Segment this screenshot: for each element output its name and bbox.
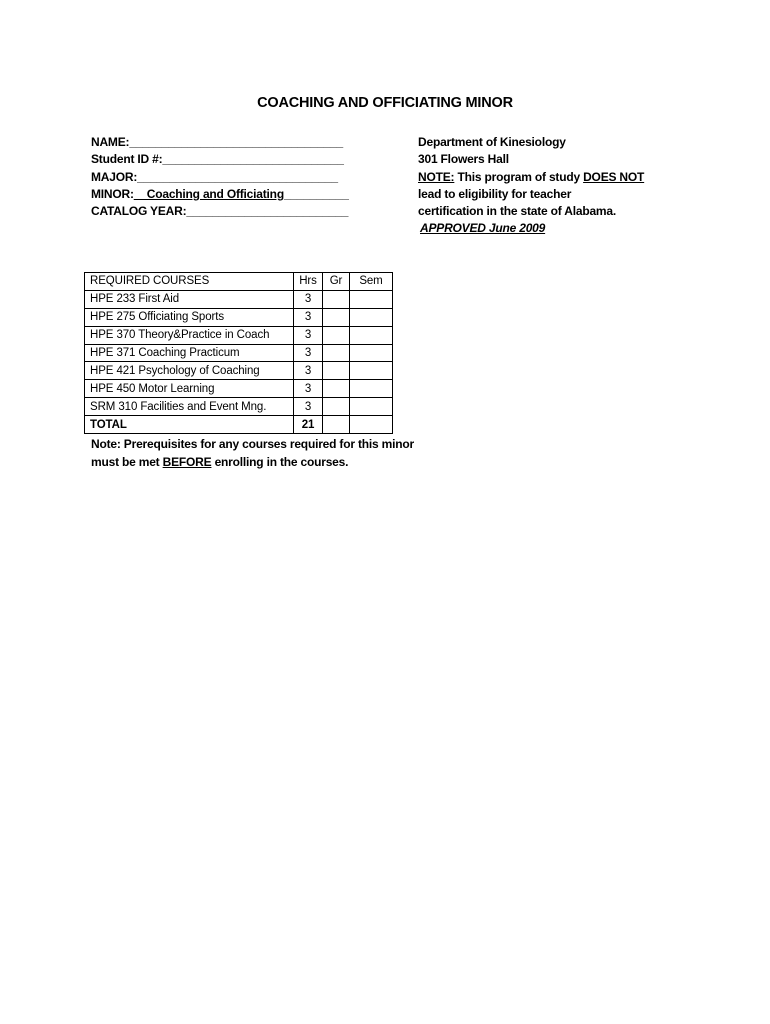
student-id-label: Student ID #: [91,152,163,167]
total-label: TOTAL [85,416,294,434]
total-row [85,416,393,434]
header-gr: Gr [323,273,350,291]
note-line2-start: must be met [91,454,163,469]
course-hrs: 3 [294,326,323,344]
course-grade [323,398,350,416]
course-semester [350,344,393,362]
course-semester [350,290,393,308]
table-row [85,362,393,380]
course-grade [323,326,350,344]
course-hrs: 3 [294,308,323,326]
total-hrs: 21 [294,416,323,434]
student-info-fields [91,134,349,220]
table-row [85,290,393,308]
course-name: HPE 450 Motor Learning [85,380,294,398]
name-field [91,134,349,151]
course-semester [350,362,393,380]
catalog-year-label: CATALOG YEAR: [91,204,187,219]
course-hrs: 3 [294,362,323,380]
table-row [85,380,393,398]
course-grade [323,380,350,398]
course-hrs: 3 [294,290,323,308]
department-address: 301 Flowers Hall [418,152,509,167]
course-hrs: 3 [294,344,323,362]
course-grade [323,344,350,362]
course-semester [350,326,393,344]
course-name: HPE 371 Coaching Practicum [85,344,294,362]
course-name: HPE 421 Psychology of Coaching [85,362,294,380]
table-header-row [85,273,393,291]
total-semester [350,416,393,434]
student-id-field [91,151,349,168]
minor-field [91,186,349,203]
note-line2-end: enrolling in the courses. [211,454,349,469]
document-title: COACHING AND OFFICIATING MINOR [257,95,513,111]
required-courses-table [84,272,393,434]
course-name: HPE 370 Theory&Practice in Coach [85,326,294,344]
course-semester [350,398,393,416]
department-info [418,134,644,238]
prerequisite-note-line2 [91,454,414,472]
header-hrs: Hrs [294,273,323,291]
minor-value: __Coaching and Officiating [133,186,284,201]
course-grade [323,308,350,326]
course-semester [350,308,393,326]
table-row [85,344,393,362]
course-name: SRM 310 Facilities and Event Mng. [85,398,294,416]
major-blank: _______________________________ [137,169,338,184]
course-name: HPE 275 Officiating Sports [85,308,294,326]
course-hrs: 3 [294,398,323,416]
prerequisite-note-line1: Note: Prerequisites for any courses required for this minor [91,437,414,451]
total-grade [323,416,350,434]
prerequisite-note [91,436,414,471]
major-field [91,169,349,186]
table-row [85,308,393,326]
table-row [85,326,393,344]
department-name: Department of Kinesiology [418,135,566,149]
header-courses: REQUIRED COURSES [85,273,294,291]
course-grade [323,290,350,308]
table-row [85,398,393,416]
name-label: NAME: [91,135,130,149]
course-semester [350,380,393,398]
note-emphasis: DOES NOT [583,169,645,184]
name-blank: _________________________________ [129,135,343,149]
course-grade [323,362,350,380]
catalog-year-field [91,203,349,220]
note-text: This program of study [454,169,584,184]
course-name: HPE 233 First Aid [85,290,294,308]
certification-note-line1 [418,169,644,186]
major-label: MAJOR: [91,169,138,184]
minor-blank: __________ [283,186,349,201]
course-hrs: 3 [294,380,323,398]
approved-date: APPROVED June 2009 [420,221,546,236]
note-label: NOTE: [418,169,455,184]
header-sem: Sem [350,273,393,291]
minor-label: MINOR: [91,186,134,201]
certification-note-line2: lead to eligibility for teacher [418,186,572,201]
note-before-emphasis: BEFORE [162,454,212,469]
certification-note-line3: certification in the state of Alabama. [418,204,616,219]
student-id-blank: ____________________________ [162,152,344,167]
catalog-year-blank: _________________________ [186,204,349,219]
